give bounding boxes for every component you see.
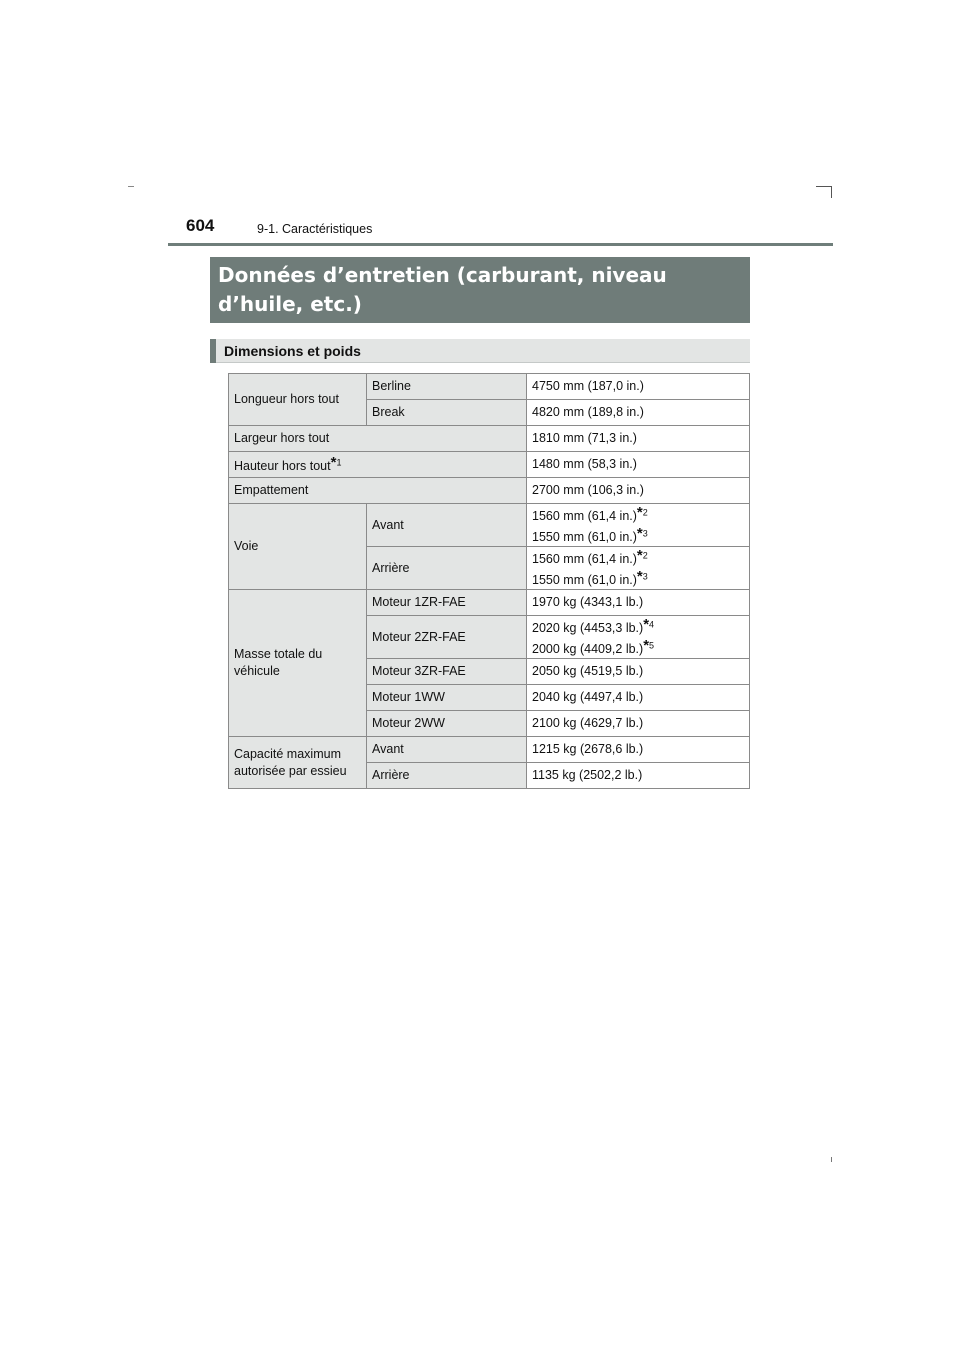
chapter-banner	[210, 257, 750, 323]
value-cap-avant: 1215 kg (2678,6 lb.)	[527, 737, 750, 763]
table-row	[229, 452, 750, 478]
section-title: 9-1. Caractéristiques	[257, 222, 373, 236]
value-moteur-1ww: 2040 kg (4497,4 lb.)	[527, 685, 750, 711]
sub-label-moteur-2ww: Moteur 2WW	[367, 711, 527, 737]
row-label-masse: Masse totale du véhicule	[229, 590, 367, 737]
sub-label-cap-arriere: Arrière	[367, 763, 527, 789]
sub-label-moteur-2zr: Moteur 2ZR-FAE	[367, 616, 527, 659]
value-berline: 4750 mm (187,0 in.)	[527, 374, 750, 400]
table-row	[229, 504, 750, 547]
footnote-asterisk: *	[643, 637, 650, 654]
footnote-number: 2	[642, 507, 648, 518]
crop-mark-top-left	[128, 186, 134, 187]
sub-label-break: Break	[367, 400, 527, 426]
footnote-number: 4	[649, 619, 655, 630]
footnote-number: 3	[642, 571, 648, 582]
subheading-title: Dimensions et poids	[224, 343, 361, 359]
sub-label-moteur-1ww: Moteur 1WW	[367, 685, 527, 711]
footnote-asterisk: *	[330, 454, 337, 471]
subheading-accent	[210, 339, 216, 363]
row-label-voie: Voie	[229, 504, 367, 590]
sub-label-cap-avant: Avant	[367, 737, 527, 763]
dimensions-table	[228, 373, 750, 789]
footnote-number: 1	[336, 457, 342, 468]
value-hauteur: 1480 mm (58,3 in.)	[527, 452, 750, 478]
row-label-longueur: Longueur hors tout	[229, 374, 367, 426]
value-line: 1560 mm (61,4 in.)	[532, 509, 637, 523]
value-voie-arriere	[527, 547, 750, 590]
table-row	[229, 590, 750, 616]
value-line: 2000 kg (4409,2 lb.)	[532, 642, 644, 656]
value-empattement: 2700 mm (106,3 in.)	[527, 478, 750, 504]
page-number: 604	[186, 216, 215, 235]
value-moteur-2ww: 2100 kg (4629,7 lb.)	[527, 711, 750, 737]
row-label-hauteur	[229, 452, 527, 478]
subheading-bar	[210, 339, 750, 363]
table-row	[229, 426, 750, 452]
footnote-asterisk: *	[643, 616, 650, 633]
value-line: 1550 mm (61,0 in.)	[532, 573, 637, 587]
sub-label-voie-arriere: Arrière	[367, 547, 527, 590]
crop-mark-bottom-right	[831, 1157, 832, 1162]
footnote-asterisk: *	[636, 547, 643, 564]
value-cap-arriere: 1135 kg (2502,2 lb.)	[527, 763, 750, 789]
value-line: 1560 mm (61,4 in.)	[532, 552, 637, 566]
table-row	[229, 374, 750, 400]
value-moteur-2zr	[527, 616, 750, 659]
value-line: 2020 kg (4453,3 lb.)	[532, 621, 644, 635]
footnote-number: 3	[642, 528, 648, 539]
crop-mark-top-right-vertical	[831, 186, 832, 198]
capacite-label-line: Capacité maximum	[234, 746, 341, 761]
value-largeur: 1810 mm (71,3 in.)	[527, 426, 750, 452]
sub-label-voie-avant: Avant	[367, 504, 527, 547]
footnote-asterisk: *	[636, 525, 643, 542]
sub-label-moteur-1zr: Moteur 1ZR-FAE	[367, 590, 527, 616]
row-label-capacite	[229, 737, 367, 789]
capacite-label-line: autorisée par essieu	[234, 763, 347, 778]
footnote-asterisk: *	[636, 568, 643, 585]
crop-mark-top-right	[816, 186, 832, 187]
header-rule	[168, 243, 833, 246]
hauteur-label-text: Hauteur hors tout	[234, 459, 331, 473]
footnote-number: 2	[642, 550, 648, 561]
value-moteur-3zr: 2050 kg (4519,5 lb.)	[527, 659, 750, 685]
table-row	[229, 737, 750, 763]
value-line: 1550 mm (61,0 in.)	[532, 530, 637, 544]
footnote-number: 5	[649, 640, 655, 651]
value-break: 4820 mm (189,8 in.)	[527, 400, 750, 426]
row-label-empattement: Empattement	[229, 478, 527, 504]
value-voie-avant	[527, 504, 750, 547]
value-moteur-1zr: 1970 kg (4343,1 lb.)	[527, 590, 750, 616]
table-row	[229, 478, 750, 504]
banner-title: Données d’entretien (carburant, niveau d’huile, etc.)	[218, 263, 667, 316]
sub-label-berline: Berline	[367, 374, 527, 400]
footnote-asterisk: *	[636, 504, 643, 521]
row-label-largeur: Largeur hors tout	[229, 426, 527, 452]
sub-label-moteur-3zr: Moteur 3ZR-FAE	[367, 659, 527, 685]
